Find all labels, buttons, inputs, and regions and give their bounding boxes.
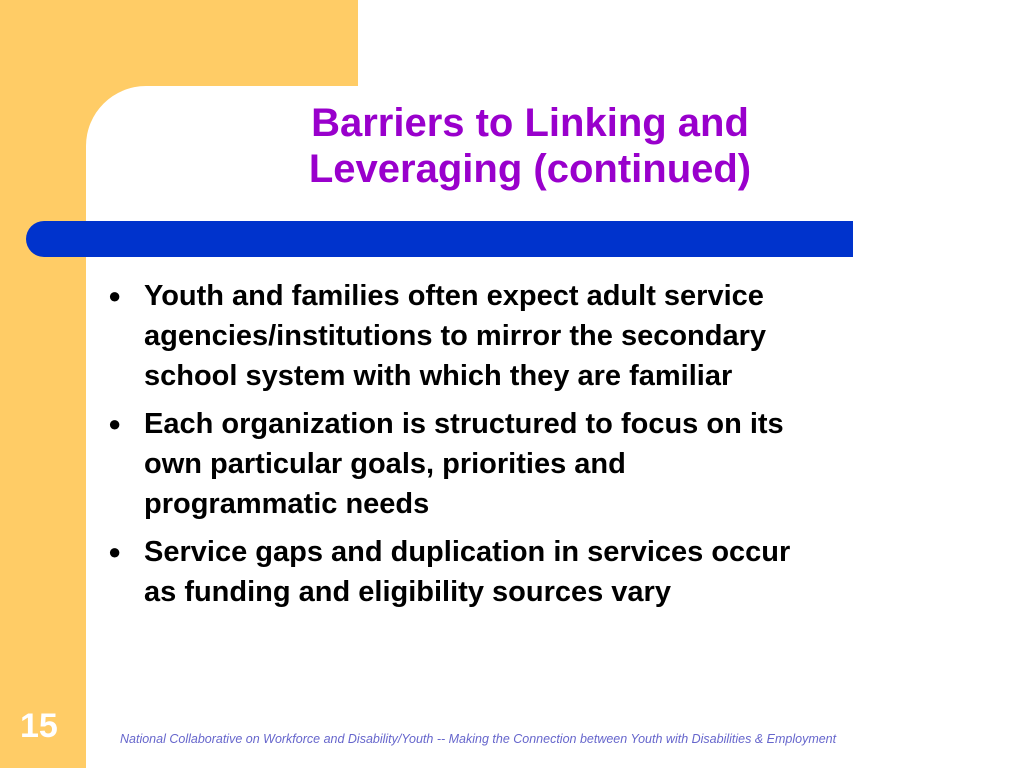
bullet-line: school system with which they are familiar [144, 360, 733, 392]
bullet-text [144, 276, 908, 396]
slide-title-line-2: Leveraging (continued) [308, 147, 752, 191]
bullet-item [108, 532, 908, 612]
title-divider-bar [26, 221, 853, 257]
slide-number: 15 [20, 707, 58, 745]
bullet-dot-icon: ● [108, 411, 122, 436]
bullet-item [108, 276, 908, 396]
bullet-line: agencies/institutions to mirror the secondary [144, 320, 767, 352]
bullet-dot-icon: ● [108, 283, 122, 308]
bullet-list [108, 276, 908, 620]
bullet-line: programmatic needs [144, 488, 430, 520]
slide-title-line-1: Barriers to Linking and [311, 101, 749, 145]
top-accent-band [0, 0, 358, 86]
slide-footer: National Collaborative on Workforce and Disability/Youth -- Making the Connection between Youth with Disabilities & Employment [120, 732, 837, 746]
bullet-line: own particular goals, priorities and [144, 448, 626, 480]
bullet-dot-icon: ● [108, 539, 122, 564]
bullet-line: as funding and eligibility sources vary [144, 576, 671, 608]
bullet-item [108, 404, 908, 524]
bullet-text [144, 404, 908, 524]
bullet-line: Service gaps and duplication in services occur [144, 536, 791, 568]
left-accent-band [0, 0, 86, 768]
bullet-line: Youth and families often expect adult service [144, 280, 764, 312]
bullet-text [144, 532, 908, 612]
slide-title [180, 100, 880, 192]
bullet-line: Each organization is structured to focus on its [144, 408, 784, 440]
